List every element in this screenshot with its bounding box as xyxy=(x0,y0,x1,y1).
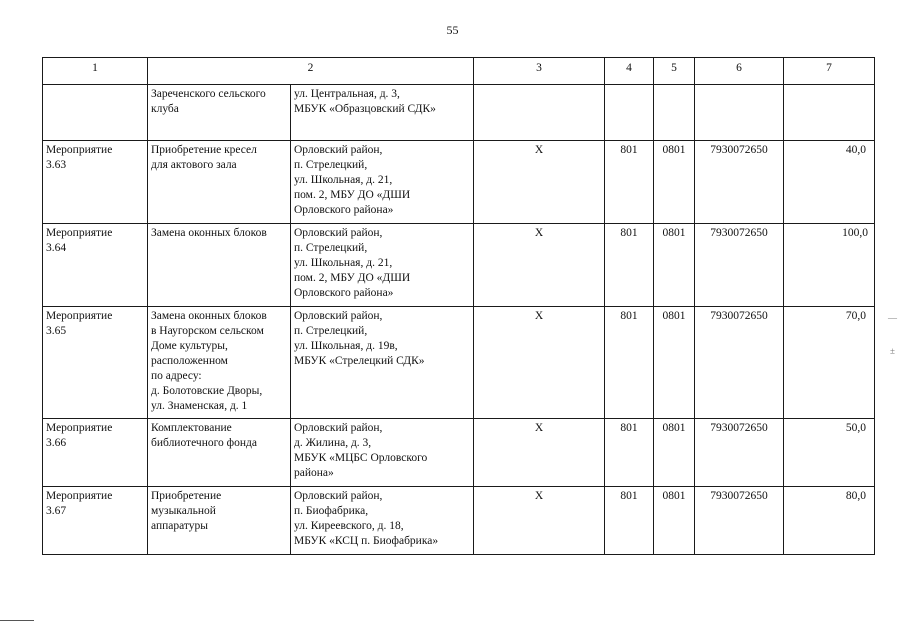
row-col4: 801 xyxy=(605,224,654,307)
row-address: ул. Центральная, д. 3, МБУК «Образцовский СДК» xyxy=(291,85,474,141)
row-col5: 0801 xyxy=(654,419,695,487)
row-name: Комплектование библиотечного фонда xyxy=(148,419,291,487)
header-col-7: 7 xyxy=(784,58,875,85)
row-col7: 80,0 xyxy=(784,487,875,555)
row-code xyxy=(43,85,148,141)
row-col7: 40,0 xyxy=(784,141,875,224)
scan-mark-right-1: — xyxy=(888,313,897,323)
row-col5: 0801 xyxy=(654,141,695,224)
row-col4: 801 xyxy=(605,307,654,419)
table-row xyxy=(43,307,875,419)
row-address: Орловский район, п. Стрелецкий, ул. Школьная, д. 21, пом. 2, МБУ ДО «ДШИ Орловского района» xyxy=(291,224,474,307)
row-col6: 7930072650 xyxy=(695,224,784,307)
row-col4 xyxy=(605,85,654,141)
row-col7: 50,0 xyxy=(784,419,875,487)
row-code: Мероприятие 3.67 xyxy=(43,487,148,555)
header-col-4: 4 xyxy=(605,58,654,85)
scan-edge-line xyxy=(0,620,34,621)
header-col-5: 5 xyxy=(654,58,695,85)
row-col5 xyxy=(654,85,695,141)
row-code: Мероприятие 3.64 xyxy=(43,224,148,307)
row-col3 xyxy=(474,85,605,141)
row-code: Мероприятие 3.66 xyxy=(43,419,148,487)
row-name: Приобретение музыкальной аппаратуры xyxy=(148,487,291,555)
row-col6: 7930072650 xyxy=(695,307,784,419)
row-name: Приобретение кресел для актового зала xyxy=(148,141,291,224)
header-col-6: 6 xyxy=(695,58,784,85)
row-col5: 0801 xyxy=(654,224,695,307)
row-col3: X xyxy=(474,141,605,224)
table-row xyxy=(43,419,875,487)
row-code: Мероприятие 3.65 xyxy=(43,307,148,419)
row-col7: 70,0 xyxy=(784,307,875,419)
row-col3: X xyxy=(474,224,605,307)
row-name: Замена оконных блоков в Наугорском сельском Доме культуры, расположенном по адресу: д. Болотовские Дворы, ул. Знаменская, д. 1 xyxy=(148,307,291,419)
row-address: Орловский район, д. Жилина, д. 3, МБУК «МЦБС Орловского района» xyxy=(291,419,474,487)
row-address: Орловский район, п. Стрелецкий, ул. Школьная, д. 21, пом. 2, МБУ ДО «ДШИ Орловского района» xyxy=(291,141,474,224)
scan-mark-right-2: ± xyxy=(890,346,895,356)
row-col6: 7930072650 xyxy=(695,141,784,224)
row-col4: 801 xyxy=(605,141,654,224)
row-address: Орловский район, п. Стрелецкий, ул. Школьная, д. 19в, МБУК «Стрелецкий СДК» xyxy=(291,307,474,419)
table-row xyxy=(43,141,875,224)
row-name: Замена оконных блоков xyxy=(148,224,291,307)
row-col5: 0801 xyxy=(654,307,695,419)
header-col-1: 1 xyxy=(43,58,148,85)
table-row xyxy=(43,487,875,555)
row-name: Зареченского сельского клуба xyxy=(148,85,291,141)
header-col-2: 2 xyxy=(148,58,474,85)
table-row xyxy=(43,224,875,307)
header-col-3: 3 xyxy=(474,58,605,85)
row-col4: 801 xyxy=(605,419,654,487)
row-col3: X xyxy=(474,419,605,487)
row-col6: 7930072650 xyxy=(695,419,784,487)
row-address: Орловский район, п. Биофабрика, ул. Киреевского, д. 18, МБУК «КСЦ п. Биофабрика» xyxy=(291,487,474,555)
table-row xyxy=(43,85,875,141)
row-col3: X xyxy=(474,307,605,419)
row-col3: X xyxy=(474,487,605,555)
row-col6 xyxy=(695,85,784,141)
page-number: 55 xyxy=(446,23,459,37)
table-header-row xyxy=(43,58,875,85)
row-col4: 801 xyxy=(605,487,654,555)
row-col6: 7930072650 xyxy=(695,487,784,555)
row-code: Мероприятие 3.63 xyxy=(43,141,148,224)
row-col7: 100,0 xyxy=(784,224,875,307)
row-col5: 0801 xyxy=(654,487,695,555)
budget-table xyxy=(42,57,875,555)
row-col7 xyxy=(784,85,875,141)
